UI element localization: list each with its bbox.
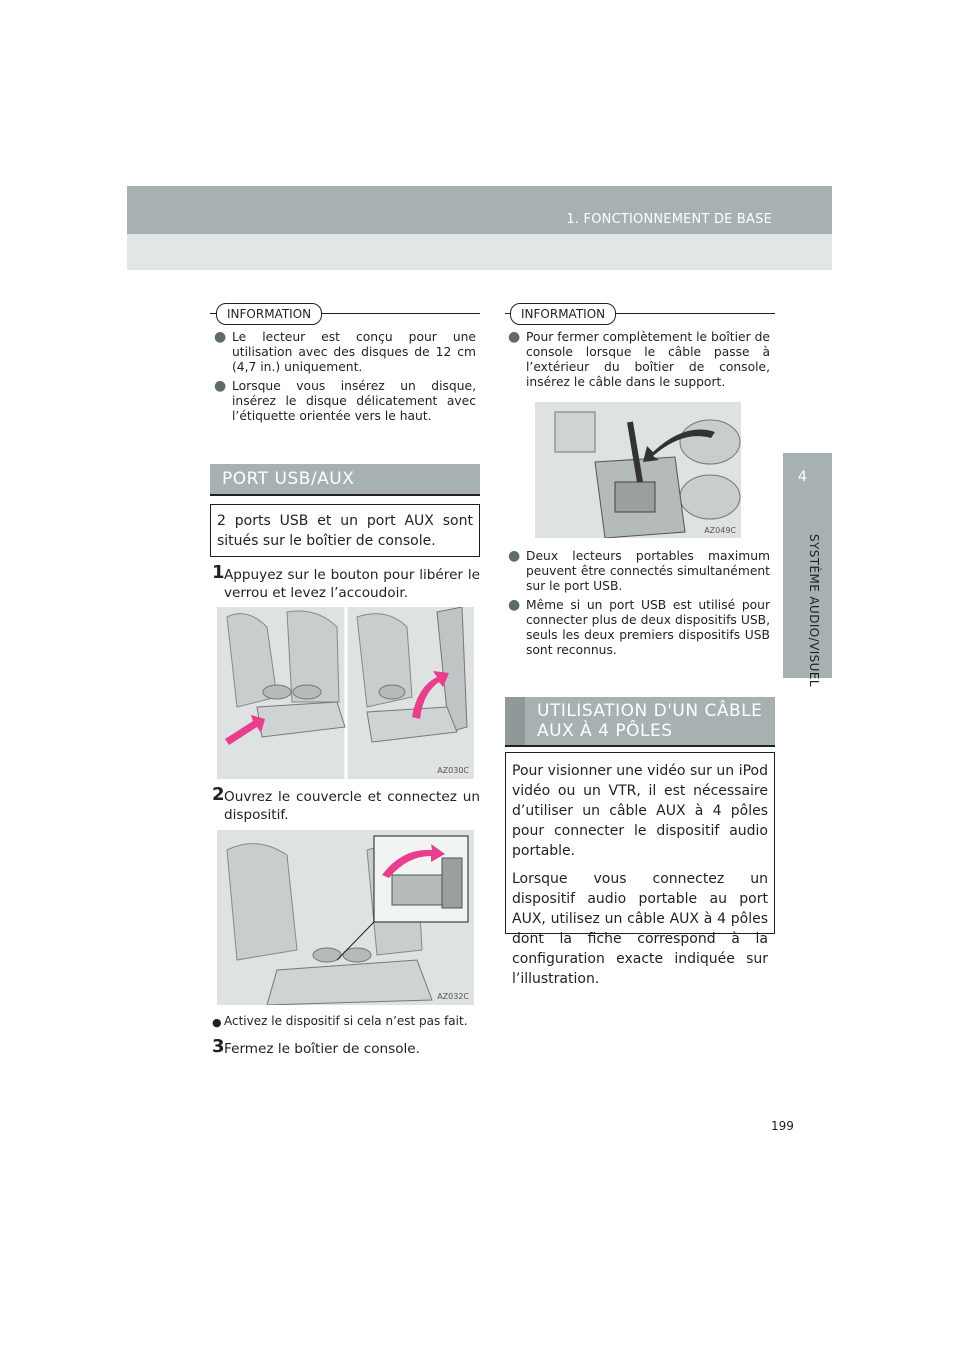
step-2: 2 Ouvrez le couvercle et connectez un dispositif. (212, 784, 480, 823)
heading-rule (210, 494, 480, 496)
heading-rule (505, 745, 775, 747)
info-item: ● Même si un port USB est utilisé pour connecter plus de deux dispositifs USB, seuls les deux premiers dispositifs USB sont reconnus. (508, 597, 770, 657)
armrest-drawing (217, 607, 474, 779)
paragraph: Lorsque vous connectez un dispositif audio portable au port AUX, utilisez un câble AUX à 4 pôles dont la fiche correspond à la configuration exacte indiquée sur l’illustration. (512, 871, 768, 987)
note-item: ● Activez le dispositif si cela n’est pas fait. (212, 1014, 468, 1029)
intro-box: 2 ports USB et un port AUX sont situés sur le boîtier de console. (210, 504, 480, 557)
figure-code: AZ032C (437, 992, 469, 1001)
step-2-note (212, 1014, 480, 1033)
bullet-icon: ● (214, 329, 227, 345)
section-title: 1. FONCTIONNEMENT DE BASE (566, 212, 772, 227)
info-item: ● Le lecteur est conçu pour une utilisation avec des disques de 12 cm (4,7 in.) uniquement. (214, 329, 476, 374)
info-label: INFORMATION (216, 303, 322, 325)
step-3: 3 Fermez le boîtier de console. (212, 1036, 420, 1057)
bullet-icon: ● (508, 597, 521, 613)
section-heading: UTILISATION D'UN CÂBLE AUX À 4 PÔLES (505, 697, 775, 745)
figure-code: AZ049C (704, 526, 736, 535)
info-list (214, 330, 476, 428)
info-list-continued (508, 549, 770, 662)
info-label: INFORMATION (510, 303, 616, 325)
cable-illustration (535, 402, 741, 538)
step-1: 1 Appuyez sur le bouton pour libérer le verrou et levez l’accoudoir. (212, 562, 480, 601)
info-list (508, 330, 770, 394)
bullet-icon: ● (508, 329, 521, 345)
bullet-icon: ● (214, 378, 227, 394)
paragraph: Pour visionner une vidéo sur un iPod vidéo ou un VTR, il est nécessaire d’utiliser un câble AUX à 4 pôles pour connecter le dispositif audio portable. (512, 763, 768, 859)
header-band-light (127, 234, 832, 270)
figure-code: AZ030C (437, 766, 469, 775)
section-heading: PORT USB/AUX (210, 464, 480, 494)
console-drawing (217, 830, 474, 1005)
cable-drawing (535, 402, 741, 538)
chapter-title: SYSTÈME AUDIO/VISUEL (807, 534, 821, 687)
info-item: ● Lorsque vous insérez un disque, insérez le disque délicatement avec l’étiquette orientée vers le haut. (214, 378, 476, 423)
info-item: ● Deux lecteurs portables maximum peuvent être connectés simultanément sur le port USB. (508, 548, 770, 593)
page-number: 199 (771, 1119, 794, 1133)
aux-cable-box (505, 752, 775, 987)
bullet-icon: ● (508, 548, 521, 564)
armrest-illustration (217, 607, 474, 779)
console-illustration (217, 830, 474, 1005)
bullet-icon: ● (212, 1016, 222, 1029)
info-item: ● Pour fermer complètement le boîtier de console lorsque le câble passe à l’extérieur du boîtier de console, insérez le câble dans le support. (508, 329, 770, 389)
chapter-number: 4 (798, 469, 807, 485)
